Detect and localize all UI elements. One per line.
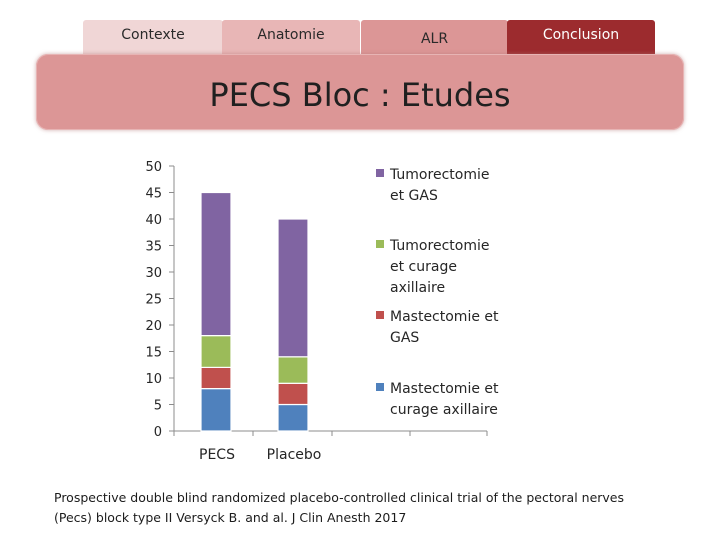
legend-label-line: axillaire: [390, 280, 446, 296]
citation-line-1: Prospective double blind randomized placebo-controlled clinical trial of the pectoral nerves: [54, 490, 624, 505]
y-tick-label: 10: [145, 372, 162, 387]
y-tick-label: 30: [145, 266, 162, 281]
legend-label-line: curage axillaire: [390, 402, 498, 418]
bar-segment: [278, 383, 308, 404]
legend-swatch: [376, 169, 384, 177]
legend-label: [390, 236, 520, 299]
legend-swatch: [376, 383, 384, 391]
citation: [54, 488, 684, 528]
y-tick-label: 40: [145, 213, 162, 228]
y-tick-label: 50: [145, 160, 162, 175]
citation-line-2: (Pecs) block type II Versyck B. and al. J Clin Anesth 2017: [54, 510, 407, 525]
legend-label-line: GAS: [390, 330, 420, 346]
y-tick-label: 20: [145, 319, 162, 334]
legend-label-line: et GAS: [390, 188, 438, 204]
tab-label: Conclusion: [542, 27, 620, 43]
bar-segment: [201, 193, 231, 336]
bar-segment: [201, 389, 231, 431]
bar-segment: [201, 336, 231, 368]
legend-label-line: et curage: [390, 259, 457, 275]
x-category-label: PECS: [199, 447, 235, 463]
tab-label: Contexte: [121, 27, 185, 43]
y-tick-label: 25: [145, 292, 162, 308]
tab-label: Anatomie: [257, 27, 325, 43]
legend-label-line: Tumorectomie: [390, 238, 490, 254]
legend-swatch: [376, 240, 384, 248]
y-tick-label: 15: [145, 345, 162, 361]
legend-label-line: Tumorectomie: [390, 167, 490, 183]
bar-segment: [278, 357, 308, 384]
legend-label-line: Mastectomie et: [390, 381, 499, 397]
legend-label: [390, 379, 520, 421]
bar-segment: [201, 367, 231, 388]
legend-label: [390, 165, 520, 207]
x-category-label: Placebo: [266, 447, 322, 463]
tab-label: ALR: [420, 31, 449, 47]
y-tick-label: 5: [153, 398, 162, 414]
y-tick-label: 35: [145, 239, 162, 255]
page-title: PECS Bloc : Etudes: [209, 76, 511, 114]
y-tick-label: 45: [145, 186, 162, 202]
y-tick-label: 0: [153, 425, 162, 440]
bar-segment: [278, 405, 308, 432]
bar-segment: [278, 219, 308, 357]
legend-label-line: Mastectomie et: [390, 309, 499, 325]
legend-swatch: [376, 311, 384, 319]
legend-label: [390, 307, 520, 349]
